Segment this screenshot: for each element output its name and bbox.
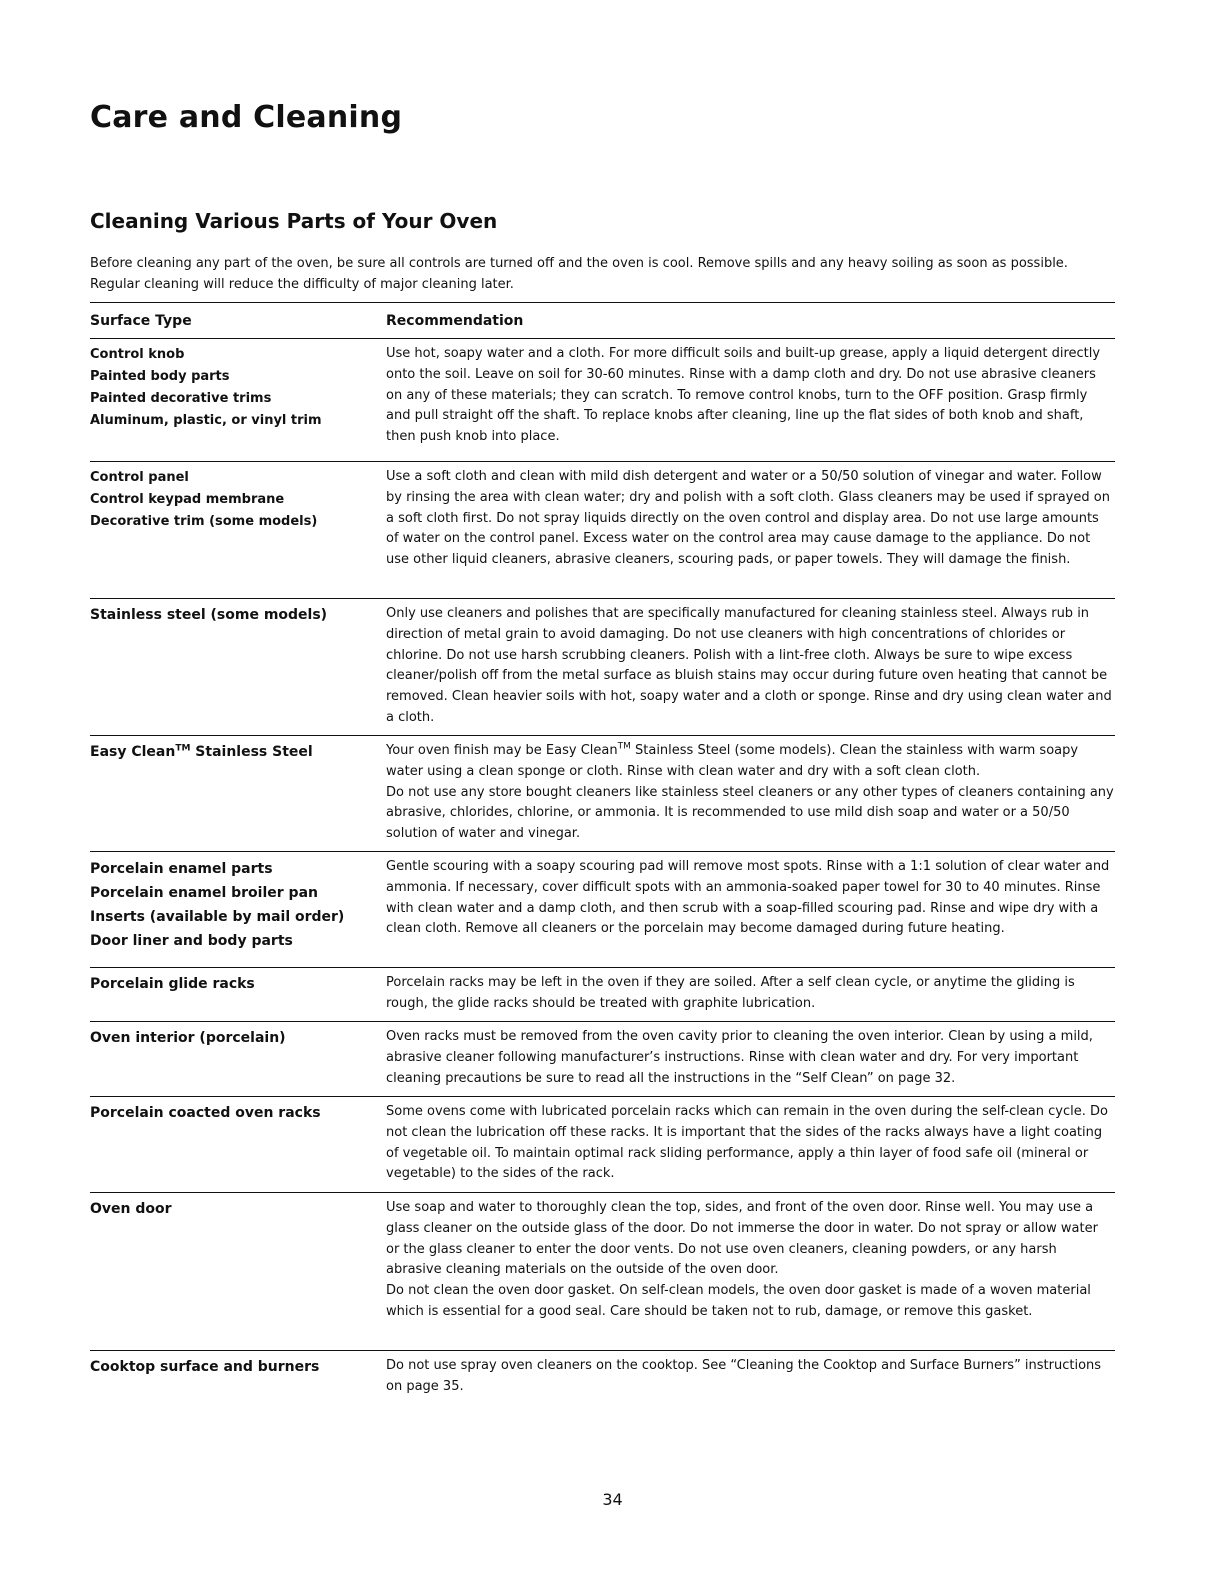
surface-type: Porcelain glide racks <box>90 976 255 992</box>
table-header <box>90 303 1115 339</box>
recommendation-text: Do not use any store bought cleaners like stainless steel cleaners or any other types of cleaners containing any abrasive, chlorides, chlorine, or ammonia. It is recommended to use mild dish soap and water or a 50/50 solution of water and vinegar. <box>386 784 1114 842</box>
recommendation-text <box>386 741 1115 783</box>
surface-type: Door liner and body parts <box>90 933 293 949</box>
section-title: Cleaning Various Parts of Your Oven <box>90 209 498 233</box>
surface-type: Oven interior (porcelain) <box>90 1030 286 1046</box>
surface-type-name: Easy Clean <box>90 744 176 760</box>
surface-type-cell <box>90 344 386 454</box>
surface-type-cell <box>90 973 386 1014</box>
page-title: Care and Cleaning <box>90 100 403 135</box>
recommendation-text: Use soap and water to thoroughly clean the top, sides, and front of the oven door. Rinse well. You may use a glass cleaner on the outside glass of the door. Do not immerse the door in water. Do not spray or allow water or the glass cleaner to enter the door vents. Do not use oven cleaners, cleaning powders, or any harsh abrasive cleaning materials on the outside of the oven door. <box>386 1200 1098 1278</box>
table-row <box>90 1351 1115 1408</box>
page-number: 34 <box>602 1490 623 1509</box>
surface-type-cell <box>90 467 386 591</box>
trademark-mark: TM <box>175 743 191 754</box>
header-surface-type: Surface Type <box>90 312 192 329</box>
recommendation-text: Porcelain racks may be left in the oven if they are soiled. After a self clean cycle, or anytime the gliding is rough, the glide racks should be treated with graphite lubrication. <box>386 975 1075 1011</box>
table-row <box>90 599 1115 736</box>
cleaning-table <box>90 302 1115 1408</box>
surface-type-cell <box>90 1027 386 1089</box>
recommendation-text: Only use cleaners and polishes that are specifically manufactured for cleaning stainless steel. Always rub in direction of metal grain to avoid damaging. Do not use cleaners with high concentrations of chlorides or chlorine. Do not use harsh scrubbing cleaners. Polish with a lint-free cloth. Always be sure to wipe excess cleaner/polish off from the metal surface as bluish stains may occur during future oven heating that cannot be removed. Clean heavier soils with hot, soapy water and a cloth or sponge. Rinse and dry using clean water and a cloth. <box>386 606 1112 725</box>
table-row <box>90 1097 1115 1193</box>
header-recommendation: Recommendation <box>386 312 524 329</box>
recommendation-start: Your oven finish may be Easy Clean <box>386 743 618 758</box>
surface-type: Aluminum, plastic, or vinyl trim <box>90 413 322 428</box>
recommendation-cell <box>386 857 1115 960</box>
surface-type: Painted decorative trims <box>90 391 272 406</box>
surface-type: Control knob <box>90 347 185 362</box>
recommendation-cell <box>386 467 1115 591</box>
recommendation-cell <box>386 973 1115 1014</box>
surface-type: Painted body parts <box>90 369 230 384</box>
table-row <box>90 1022 1115 1097</box>
recommendation-text: Gentle scouring with a soapy scouring pad will remove most spots. Rinse with a 1:1 solution of clear water and ammonia. If necessary, cover difficult spots with an ammonia-soaked paper towel for 30 to 40 minutes. Rinse with clean water and a damp cloth, and then scrub with a soap-filled scouring pad. Rinse and wipe dry with a clean cloth. Remove all cleaners or the porcelain may become damaged during future heating. <box>386 859 1110 937</box>
recommendation-text: Use hot, soapy water and a cloth. For more difficult soils and built-up grease, apply a liquid detergent directly onto the soil. Leave on soil for 30-60 minutes. Rinse with a damp cloth and dry. Do not use abrasive cleaners on any of these materials; they can scratch. To remove control knobs, turn to the OFF position. Grasp firmly and pull straight off the shaft. To replace knobs after cleaning, line up the flat sides of both knob and shaft, then push knob into place. <box>386 346 1101 445</box>
surface-type: Oven door <box>90 1201 172 1217</box>
surface-type: Porcelain coacted oven racks <box>90 1105 321 1121</box>
intro-paragraph: Before cleaning any part of the oven, be sure all controls are turned off and the oven is cool. Remove spills and any heavy soiling as soon as possible. Regular cleaning will reduce the difficulty of major cleaning later. <box>90 256 1068 292</box>
surface-type: Porcelain enamel parts <box>90 861 273 877</box>
recommendation-text: Do not clean the oven door gasket. On self-clean models, the oven door gasket is made of a woven material which is essential for a good seal. Care should be taken not to rub, damage, or remove this gasket. <box>386 1283 1091 1319</box>
recommendation-rest: Stainless Steel (some models). Clean the stainless with warm soapy water using a clean sponge or cloth. Rinse with clean water and dry with a soft clean cloth. <box>386 743 1079 779</box>
recommendation-text: Do not use spray oven cleaners on the cooktop. See “Cleaning the Cooktop and Surface Burners” instructions on page 35. <box>386 1358 1102 1394</box>
table-row <box>90 968 1115 1022</box>
surface-type-cell <box>90 1198 386 1343</box>
surface-type: Stainless steel (some models) <box>90 607 328 623</box>
recommendation-text: Some ovens come with lubricated porcelain racks which can remain in the oven during the self-clean cycle. Do not clean the lubrication off these racks. It is important that the sides of the racks always have a light coating of vegetable oil. To maintain optimal rack sliding performance, apply a thin layer of food safe oil (mineral or vegetable) to the sides of the rack. <box>386 1104 1108 1182</box>
surface-type: Control panel <box>90 470 189 485</box>
recommendation-text: Use a soft cloth and clean with mild dish detergent and water or a 50/50 solution of vinegar and water. Follow by rinsing the area with clean water; dry and polish with a soft cloth. Glass cleaners may be used if sprayed on a soft cloth first. Do not spray liquids directly on the oven control and display area. Do not use large amounts of water on the control panel. Excess water on the control area may cause damage to the appliance. Do not use other liquid cleaners, abrasive cleaners, scouring pads, or paper towels. They will damage the finish. <box>386 469 1110 568</box>
surface-type-cell <box>90 1356 386 1401</box>
surface-type-cell <box>90 741 386 844</box>
recommendation-cell <box>386 604 1115 728</box>
surface-type <box>90 741 386 763</box>
recommendation-cell <box>386 1198 1115 1343</box>
table-row <box>90 852 1115 968</box>
recommendation-cell <box>386 1102 1115 1185</box>
table-row <box>90 339 1115 462</box>
trademark-mark: TM <box>617 741 631 752</box>
surface-type: Inserts (available by mail order) <box>90 909 345 925</box>
recommendation-cell <box>386 1356 1115 1401</box>
surface-type-suffix: Stainless Steel <box>190 744 313 760</box>
recommendation-cell <box>386 344 1115 454</box>
surface-type: Cooktop surface and burners <box>90 1359 320 1375</box>
recommendation-cell <box>386 741 1115 844</box>
recommendation-text: Oven racks must be removed from the oven cavity prior to cleaning the oven interior. Clean by using a mild, abrasive cleaner following manufacturer’s instructions. Rinse with clean water and dry. For very important cleaning precautions be sure to read all the instructions in the “Self Clean” on page 32. <box>386 1029 1093 1086</box>
table-row <box>90 1193 1115 1351</box>
surface-type-cell <box>90 604 386 728</box>
surface-type-cell <box>90 1102 386 1185</box>
recommendation-cell <box>386 1027 1115 1089</box>
surface-type: Porcelain enamel broiler pan <box>90 885 318 901</box>
table-row <box>90 462 1115 599</box>
table-row <box>90 736 1115 852</box>
surface-type: Control keypad membrane <box>90 492 285 507</box>
surface-type-cell <box>90 857 386 960</box>
surface-type: Decorative trim (some models) <box>90 514 318 529</box>
